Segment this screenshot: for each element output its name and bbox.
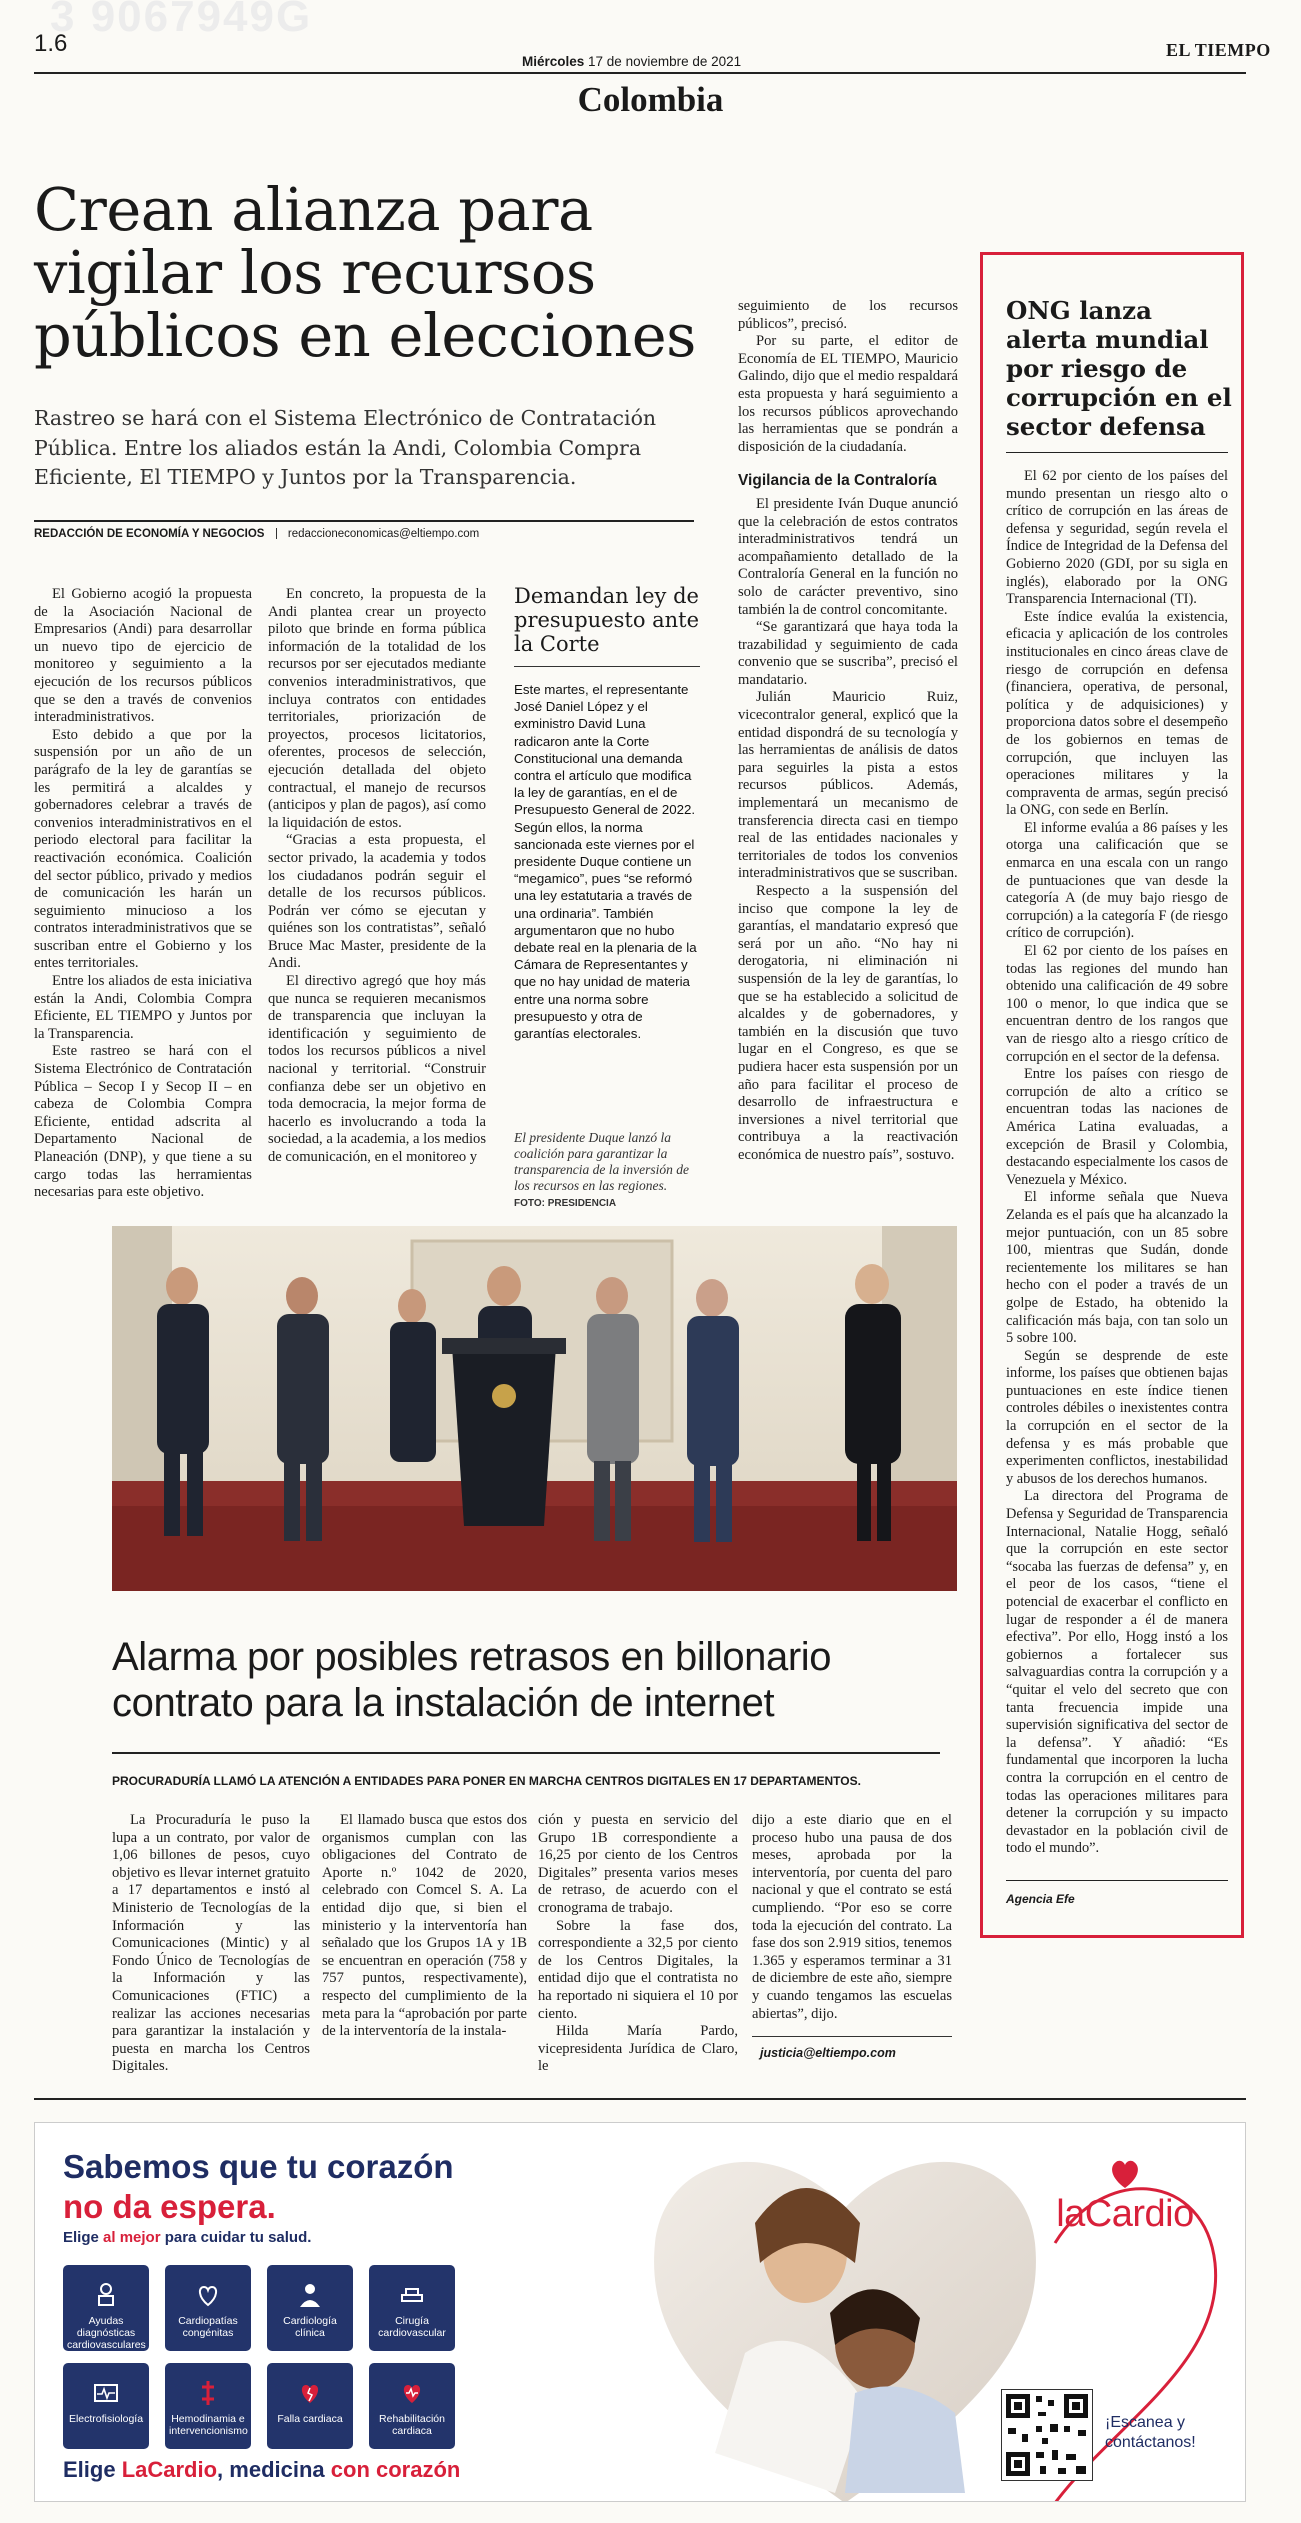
lacardio-logo — [1035, 2159, 1215, 2234]
article-title: Crean alianza para vigilar los recursos públicos en elecciones — [34, 175, 696, 370]
sidebar-box — [514, 584, 700, 1042]
qr-code[interactable] — [1001, 2389, 1093, 2481]
ad-tagline-pre: Elige — [63, 2229, 104, 2246]
qr-code-icon — [1002, 2390, 1092, 2480]
article2-title: Alarma por posibles retrasos en billonario contrato para la instalación de internet — [112, 1635, 832, 1725]
logo-text: laCardio — [1056, 2193, 1194, 2235]
paragraph: Entre los aliados de esta iniciativa están la Andi, Colombia Compra Eficiente, EL TIEMPO y Juntos por la Transparencia. — [34, 973, 252, 1042]
newspaper-logo: EL TIEMPO — [1166, 40, 1271, 60]
paragraph: Este índice evalúa la existencia, eficacia y aplicación de los controles institucionales en cinco áreas clave de riesgo de corrupción en defensa (financiera, operativa, de personal, política y de adquisiciones) y proporciona datos sobre el desempeño de los gobiernos en temas de corrupción, que incluyen las operaciones militares y la compraventa de armas, según precisó la ONG, con sede en Berlín. — [1006, 608, 1228, 819]
qr-caption: ¡Escanea y contáctanos! — [1105, 2414, 1196, 2451]
article2-column-3 — [538, 1812, 738, 2076]
paragraph: Respecto a la suspensión del inciso que compone la ley de garantías, el mandatario expresó que será por un año. “No hay ni derogatoria, ni eliminación ni suspensión de la ley de garantías, lo que se ha establecido a solicitud de alcaldes y de gobernadores, y también en la discusión que tuvo lugar en el Congreso, es que se pudiera hacer esta suspensión por un año para facilitar el proceso de desarrollo de infraestructura e inversiones a nivel territorial que contribuya a la reactivación económica de nuestro país”, sostuvo. — [738, 883, 958, 1163]
service-tile[interactable] — [63, 2363, 149, 2449]
rehab-heart-icon — [398, 2379, 426, 2407]
page-number: 1.6 — [34, 30, 68, 57]
advertisement[interactable] — [34, 2122, 1246, 2502]
paragraph: El informe evalúa a 86 países y les otorga una calificación que se enmarca en una escala con un rango de puntuaciones que van desde la categoría A (de muy bajo riesgo de corrupción) a la categoría F (de riesgo crítico de corrupción). — [1006, 819, 1228, 942]
subheading: Vigilancia de la Contraloría — [738, 472, 937, 490]
paragraph: El 62 por ciento de los países en todas las regiones del mundo han obtenido una calificación de 49 sobre 100 o menor, lo que indica que se encuentran dentro de los rangos que van de riesgo alto a riesgo crítico de corrupción en el sector de la defensa. — [1006, 943, 1228, 1065]
section-title: Colombia — [577, 80, 724, 119]
ad-slogan — [63, 2457, 460, 2483]
agency-rule — [1006, 1880, 1228, 1881]
paragraph: El 62 por ciento de los países del mundo presentan un riesgo alto o crítico de corrupción en las áreas de defensa y seguridad, según revela el Índice de Integridad de la Defensa del Gobierno 2020 (GDI, por su sigla en inglés), elaborado por la ONG Transparencia Internacional (TI). — [1006, 468, 1228, 608]
header-rule — [34, 72, 1246, 74]
slogan-part: , medicina — [217, 2457, 331, 2482]
byline — [34, 528, 479, 540]
service-tile[interactable] — [165, 2363, 251, 2449]
ad-headline — [63, 2147, 454, 2227]
ad-tagline — [63, 2229, 311, 2246]
issue-date — [522, 54, 741, 69]
catheter-icon — [194, 2379, 222, 2407]
slogan-part: Elige — [63, 2457, 122, 2482]
brand-heart-icon — [1107, 2159, 1143, 2189]
date-rest: 17 de noviembre de 2021 — [584, 54, 742, 69]
ad-tagline-accent: al mejor — [103, 2229, 161, 2246]
tile-label: Cardiopatías congénitas — [178, 2315, 238, 2339]
paragraph: ción y puesta en servicio del Grupo 1B correspondiente a 16,25 por ciento de los Centros Digitales” presenta varios meses de retraso, de acuerdo con el cronograma de trabajo. — [538, 1812, 738, 1916]
paragraph: seguimiento de los recursos públicos”, precisó. — [738, 298, 958, 332]
caption-text: El presidente Duque lanzó la coalición para garantizar la transparencia de la inversión de los recursos en las regiones. — [514, 1130, 689, 1193]
photo-caption — [514, 1130, 700, 1212]
paragraph: Este rastreo se hará con el Sistema Electrónico de Contratación Pública – Secop I y Secop II – en cabeza de Colombia Compra Eficiente, entidad adscrita al Departamento Nacional de Planeación (DNP), y que tiene a su cargo todas las herramientas necesarias para este objetivo. — [34, 1043, 252, 1201]
tile-label: Ayudas diagnósticas cardiovasculares — [67, 2315, 146, 2351]
date-weekday: Miércoles — [522, 54, 585, 69]
byline-author: REDACCIÓN DE ECONOMÍA Y NEGOCIOS — [34, 528, 265, 540]
paragraph: En concreto, la propuesta de la Andi plantea crear un proyecto piloto que brinde en forma pública información de la totalidad de los recursos por ser ejecutados mediante convenios interadministrativos, que incluya contratos con entidades territoriales, priorización de proyectos, procesos licitatorios, oferentes, procesos de selección, ejecución detallada del objeto contractual, el manejo de recursos (anticipos y plan de pagos), así como la liquidación de estos. — [268, 586, 486, 831]
heart-failure-icon — [296, 2379, 324, 2407]
sidebar-title: Demandan ley de presupuesto ante la Corte — [514, 584, 700, 656]
boxed-article-title: ONG lanza alerta mundial por riesgo de corrupción en el sector defensa — [1006, 296, 1232, 441]
ad-headline-line1: Sabemos que tu corazón — [63, 2148, 454, 2185]
diagnostics-icon — [92, 2281, 120, 2309]
paragraph: Esto debido a que por la suspensión por un año de un parágrafo de la ley de garantías se les permitirá a alcaldes y gobernadores celebrar a través de convenios interadministrativos en el periodo electoral para facilitar la reactivación económica. Coalición del sector público, privado y medios de comunicación les harán un seguimiento minucioso a los contratos interadministrativos que se suscriban entre el Gobierno y los entes territoriales. — [34, 726, 252, 972]
paragraph: Según se desprende de este informe, los países que obtienen bajas puntuaciones en este índice tienen controles débiles o inexistentes contra la corrupción en el sector de la defensa y es más probable que experimenten conflictos, inestabilidad y abusos de los derechos humanos. — [1006, 1347, 1228, 1487]
article2-column-2 — [322, 1812, 527, 2041]
tile-label: Cardiología clínica — [283, 2315, 337, 2339]
service-tile[interactable] — [63, 2265, 149, 2351]
boxed-article-body — [1006, 468, 1228, 1858]
tile-label: Falla cardiaca — [277, 2413, 343, 2425]
paragraph: Por su parte, el editor de Economía de EL TIEMPO, Mauricio Galindo, dijo que el medio respaldará esta propuesta y hará seguimiento a los recursos públicos aprovechando las herramientas que se pondrán a disposición de la ciudadanía. — [738, 333, 958, 455]
paragraph: El directivo agregó que hoy más que nunca se requieren mecanismos de transparencia que incluyan la identificación y seguimiento de todos los recursos públicos a nivel nacional y territorial. “Construir confianza debe ser un objetivo en toda democracia, la mejor forma de hacerlo es involucrando a toda la sociedad, a la academia, a los medios de comunicación, en el monitoreo y — [268, 973, 487, 1165]
ad-headline-line2: no da espera. — [63, 2188, 276, 2225]
article2-column-4 — [752, 1812, 952, 2023]
service-tile[interactable] — [369, 2265, 455, 2351]
doctor-icon — [296, 2281, 324, 2309]
byline-email[interactable]: redaccioneconomicas@eltiempo.com — [287, 528, 480, 540]
sidebar-rule — [514, 666, 700, 667]
sidebar-text: Este martes, el representante José Daniel López y el exministro David Luna radicaron ante la Corte Constitucional una demanda contra el artículo que modifica la ley de garantías, en el de Presupuesto General de 2022. Según ellos, la norma sancionada este viernes por el presidente Duque contiene un “megamico”, pues “se reformó una ley estatutaria a través de una ordinaria”. También argumentaron que no hubo debate real en la plenaria de la Cámara de Representantes y que no hay unidad de materia entre una norma sobre presupuesto y otra de garantías electorales. — [514, 682, 697, 1042]
paragraph: Julián Mauricio Ruiz, vicecontralor general, explicó que la entidad dispondrá de su tecnología y las herramientas de análisis de datos para seguirles la pista a estos recursos públicos. Además, implementará un mecanismo de transferencia directa casi en tiempo real de las entidades nacionales y territoriales de todos los convenios interadministrativos que se suscriban. — [738, 689, 958, 882]
paragraph: El informe señala que Nueva Zelanda es el país que ha alcanzado la mejor puntuación, con un 85 sobre 100, mientras que Sudán, donde recientemente los militares se han hecho con el poder a través de un golpe de Estado, ha obtenido la calificación más baja, con tan solo un 5 sobre 100. — [1006, 1189, 1228, 1347]
watermark: 3 9067949G — [50, 0, 313, 41]
paragraph: “Gracias a esta propuesta, el sector privado, la academia y todos los ciudadanos podrán seguir el detalle de los recursos públicos. Podrán ver cómo se ejecutan y quiénes son los contratistas”, señaló Bruce Mac Master, presidente de la Andi. — [268, 832, 486, 972]
service-tile[interactable] — [369, 2363, 455, 2449]
boxed-title-rule — [1006, 452, 1228, 453]
service-tile[interactable] — [165, 2265, 251, 2351]
heart-anatomy-icon — [194, 2281, 222, 2309]
paragraph: “Se garantizará que haya toda la trazabilidad y seguimiento de cada convenio que se suscriba”, precisó el mandatario. — [738, 619, 958, 688]
ecg-monitor-icon — [92, 2379, 120, 2407]
article2-email[interactable]: justicia@eltiempo.com — [760, 2046, 896, 2060]
surgery-icon — [398, 2281, 426, 2309]
article-column-2 — [268, 586, 486, 1167]
press-conference-photo — [112, 1226, 957, 1591]
slogan-brand: LaCardio — [121, 2457, 218, 2482]
paragraph: Hilda María Pardo, vicepresidenta Jurídica de Claro, le — [538, 2023, 738, 2075]
article-subtitle: Rastreo se hará con el Sistema Electrónico de Contratación Pública. Entre los aliados están la Andi, Colombia Compra Eficiente, El TIEMPO y Juntos por la Transparencia. — [34, 406, 657, 489]
news-photo — [112, 1226, 957, 1591]
ad-separator — [34, 2098, 1246, 2100]
agency-credit: Agencia Efe — [1006, 1892, 1075, 1906]
paragraph: Entre los países con riesgo de corrupción de alto a crítico se encuentran todas las naciones de América Latina evaluadas, a excepción de Brasil y Colombia, destacando especialmente los casos de Venezuela y México. — [1006, 1066, 1228, 1188]
tile-label: Electrofisiología — [68, 2413, 144, 2425]
paragraph: Sobre la fase dos, correspondiente a 32,5 por ciento de los Centros Digitales, la entidad dijo que el contratista no ha reportado ni siquiera el 10 por ciento. — [538, 1917, 738, 2022]
paragraph: La directora del Programa de Defensa y Seguridad de Transparencia Internacional, Natalie Hogg, señaló que la corrupción en este sector “socaba las fuerzas de defensa” y, en el peor de los casos, “tiene el potencial de exacerbar el conflicto en lugar de responder a él de manera efectiva”. Por ello, Hogg instó a los gobiernos a fortalecer sus salvaguardias contra la corrupción y a “quitar el velo del secreto que con tanta frecuencia impide una supervisión significativa del sector de la defensa”. Y añadió: “Es fundamental que incorporen la lucha contra la corrupción en el centro de todas las operaciones militares para detener la corrupción y su impacto devastador en la población civil de todo el mundo”. — [1006, 1488, 1228, 1857]
paragraph: dijo a este diario que en el proceso hubo una pausa de dos meses, aprobada por la interventoría, por cuenta del paro nacional y que el contrato se está cumpliendo. “Por eso se corre toda la ejecución del contrato. La fase dos son 2.919 sitios, tenemos 1.365 y esperamos terminar a 31 de diciembre de este año, siempre y cuando tengamos las escuelas abiertas”, dijo. — [752, 1812, 952, 2022]
service-tile[interactable] — [267, 2265, 353, 2351]
tile-label: Cirugía cardiovascular — [378, 2315, 446, 2339]
paragraph: El Gobierno acogió la propuesta de la Asociación Nacional de Empresarios (Andi) para desarrollar un nuevo tipo de ejercicio de monitoreo y seguimiento a la ejecución de los recursos públicos que se den a través de convenios interadministrativos. — [34, 586, 252, 726]
paragraph: El llamado busca que estos dos organismos cumplan con las obligaciones del Contrato de Aporte n.º 1042 de 2020, celebrado con Comcel S. A. La entidad dijo que, si bien el ministerio y la interventoría han señalado que los Grupos 1A y 1B se encuentran en operación (758 y 757 puntos, respectivamente), respecto del cumplimiento de la meta para la “aprobación por parte de la interventoría de la instala- — [322, 1812, 527, 2040]
article2-column-1 — [112, 1812, 310, 2076]
article2-rule — [112, 1752, 940, 1754]
ad-tagline-post: para cuidar tu salud. — [160, 2229, 312, 2246]
article-column-4 — [738, 298, 958, 1165]
slogan-accent: con corazón — [330, 2457, 461, 2482]
byline-rule — [34, 520, 694, 522]
caption-credit: FOTO: PRESIDENCIA — [514, 1198, 617, 1209]
email-rule — [752, 2036, 952, 2037]
tile-label: Rehabilitación cardiaca — [379, 2413, 445, 2437]
paragraph: El presidente Iván Duque anunció que la celebración de estos contratos interadministrativos tendrá un acompañamiento detallado de la Contraloría General en la función no solo de carácter preventivo, sino también la de control concomitante. — [738, 495, 958, 618]
article2-kicker: PROCURADURÍA LLAMÓ LA ATENCIÓN A ENTIDADES PARA PONER EN MARCHA CENTROS DIGITALES EN 17 DEPARTAMENTOS. — [112, 1774, 861, 1788]
tile-label: Hemodinamia e intervencionismo — [169, 2413, 248, 2437]
service-tile[interactable] — [267, 2363, 353, 2449]
family-heart-photo — [635, 2122, 1055, 2502]
paragraph: La Procuraduría le puso la lupa a un contrato, por valor de 1,06 billones de pesos, cuyo objetivo es llevar internet gratuito a 17 departamentos e instó al Ministerio de Tecnologías de la Información y las Comunicaciones (Mintic) y al Fondo Único de Tecnologías de la Información y las Comunicaciones (FTIC) a realizar las acciones necesarias para garantizar la instalación y puesta en marcha los Centros Digitales. — [112, 1812, 310, 2075]
article-column-1 — [34, 586, 252, 1202]
